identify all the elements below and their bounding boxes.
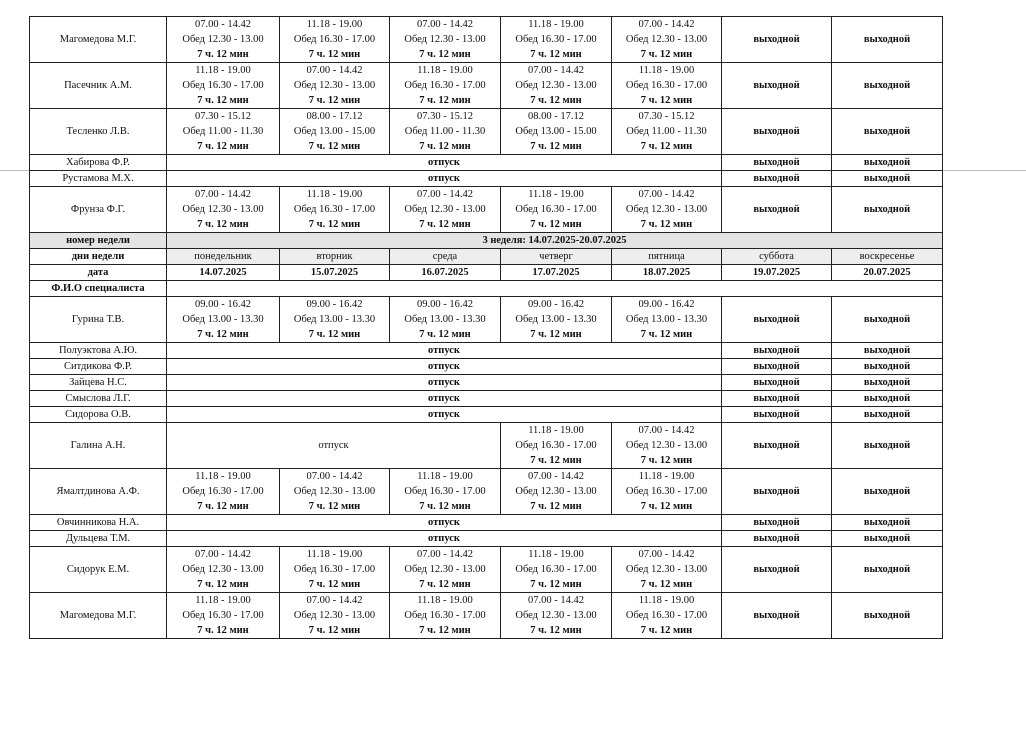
- shift-lunch: Обед 12.30 - 13.00: [515, 80, 597, 91]
- shift-total: 7 ч. 12 мин: [419, 625, 471, 636]
- shift-cell: [167, 469, 280, 515]
- day-off-saturday: выходной: [722, 547, 832, 593]
- fio-label: Ф.И.О специалиста: [30, 281, 167, 297]
- shift-time: 11.18 - 19.00: [195, 471, 251, 482]
- date-header: 16.07.2025: [390, 265, 501, 281]
- shift-lunch: Обед 16.30 - 17.00: [515, 564, 597, 575]
- shift-cell: [390, 297, 501, 343]
- day-off-sunday: выходной: [832, 375, 943, 391]
- employee-row: [30, 593, 943, 639]
- shift-cell: [390, 63, 501, 109]
- shift-time: 07.00 - 14.42: [417, 189, 473, 200]
- date-header: 18.07.2025: [612, 265, 722, 281]
- vacation-cell: отпуск: [167, 171, 722, 187]
- shift-cell: [501, 423, 612, 469]
- employee-name: Овчинникова Н.А.: [30, 515, 167, 531]
- shift-time: 07.00 - 14.42: [528, 595, 584, 606]
- employee-name: Хабирова Ф.Р.: [30, 155, 167, 171]
- shift-total: 7 ч. 12 мин: [419, 141, 471, 152]
- shift-cell: [280, 593, 390, 639]
- shift-total: 7 ч. 12 мин: [308, 625, 361, 636]
- day-off-sunday: выходной: [832, 531, 943, 547]
- day-off-saturday: выходной: [722, 531, 832, 547]
- shift-cell: [280, 187, 390, 233]
- employee-name: Галина А.Н.: [30, 423, 167, 469]
- day-header: воскресенье: [832, 249, 943, 265]
- shift-time: 11.18 - 19.00: [638, 65, 695, 76]
- day-off-saturday: выходной: [722, 171, 832, 187]
- shift-time: 09.00 - 16.42: [306, 299, 363, 310]
- shift-cell: [612, 423, 722, 469]
- days-label: дни недели: [30, 249, 167, 265]
- shift-cell: [167, 187, 280, 233]
- employee-name: Пасечник А.М.: [30, 63, 167, 109]
- day-header: вторник: [280, 249, 390, 265]
- day-off-sunday: выходной: [832, 17, 943, 63]
- employee-name: Магомедова М.Г.: [30, 17, 167, 63]
- shift-time: 11.18 - 19.00: [306, 189, 363, 200]
- shift-cell: [501, 593, 612, 639]
- shift-cell: [390, 17, 501, 63]
- shift-lunch: Обед 13.00 - 15.00: [515, 126, 597, 137]
- day-off-saturday: выходной: [722, 17, 832, 63]
- shift-cell: [390, 547, 501, 593]
- shift-time: 09.00 - 16.42: [417, 299, 473, 310]
- shift-total: 7 ч. 12 мин: [308, 579, 361, 590]
- shift-total: 7 ч. 12 мин: [197, 49, 249, 60]
- shift-lunch: Обед 11.00 - 11.30: [404, 126, 486, 137]
- days-row: [30, 249, 943, 265]
- shift-cell: [612, 297, 722, 343]
- day-off-sunday: выходной: [832, 63, 943, 109]
- employee-row: [30, 469, 943, 515]
- shift-time: 07.00 - 14.42: [417, 549, 473, 560]
- date-header: 15.07.2025: [280, 265, 390, 281]
- shift-time: 07.00 - 14.42: [417, 19, 473, 30]
- shift-cell: [280, 469, 390, 515]
- shift-time: 11.18 - 19.00: [306, 19, 363, 30]
- day-off-sunday: выходной: [832, 155, 943, 171]
- employee-row: [30, 343, 943, 359]
- vacation-cell: отпуск: [167, 375, 722, 391]
- day-off-saturday: выходной: [722, 593, 832, 639]
- shift-total: 7 ч. 12 мин: [640, 501, 693, 512]
- shift-total: 7 ч. 12 мин: [419, 219, 471, 230]
- employee-row: [30, 359, 943, 375]
- schedule-table: [29, 16, 943, 639]
- shift-total: 7 ч. 12 мин: [197, 219, 249, 230]
- shift-cell: [280, 63, 390, 109]
- shift-cell: [167, 109, 280, 155]
- day-header: понедельник: [167, 249, 280, 265]
- shift-cell: [280, 297, 390, 343]
- employee-row: [30, 171, 943, 187]
- shift-time: 07.00 - 14.42: [638, 425, 695, 436]
- shift-total: 7 ч. 12 мин: [197, 141, 249, 152]
- shift-time: 07.00 - 14.42: [306, 65, 363, 76]
- shift-time: 07.00 - 14.42: [638, 189, 695, 200]
- shift-time: 11.18 - 19.00: [638, 471, 695, 482]
- employee-name: Гурина Т.В.: [30, 297, 167, 343]
- shift-total: 7 ч. 12 мин: [197, 329, 249, 340]
- shift-lunch: Обед 13.00 - 13.30: [625, 314, 708, 325]
- bottom-section: [30, 297, 943, 639]
- shift-total: 7 ч. 12 мин: [640, 219, 693, 230]
- shift-total: 7 ч. 12 мин: [640, 455, 693, 466]
- shift-time: 07.00 - 14.42: [528, 471, 584, 482]
- day-off-saturday: выходной: [722, 407, 832, 423]
- shift-cell: [501, 17, 612, 63]
- shift-lunch: Обед 13.00 - 13.30: [515, 314, 597, 325]
- shift-cell: [501, 109, 612, 155]
- shift-lunch: Обед 16.30 - 17.00: [293, 564, 376, 575]
- shift-lunch: Обед 12.30 - 13.00: [625, 204, 708, 215]
- employee-row: [30, 423, 943, 469]
- shift-lunch: Обед 12.30 - 13.00: [404, 34, 486, 45]
- shift-cell: [280, 547, 390, 593]
- shift-lunch: Обед 13.00 - 13.30: [293, 314, 376, 325]
- employee-name: Дульцева Т.М.: [30, 531, 167, 547]
- day-off-saturday: выходной: [722, 469, 832, 515]
- shift-lunch: Обед 12.30 - 13.00: [625, 34, 708, 45]
- shift-lunch: Обед 16.30 - 17.00: [515, 440, 597, 451]
- shift-lunch: Обед 12.30 - 13.00: [293, 486, 376, 497]
- shift-lunch: Обед 12.30 - 13.00: [182, 34, 264, 45]
- employee-row: [30, 187, 943, 233]
- employee-row: [30, 297, 943, 343]
- employee-row: [30, 109, 943, 155]
- shift-lunch: Обед 12.30 - 13.00: [515, 486, 597, 497]
- shift-lunch: Обед 13.00 - 13.30: [182, 314, 264, 325]
- date-label: дата: [30, 265, 167, 281]
- vacation-cell: отпуск: [167, 155, 722, 171]
- vacation-cell: отпуск: [167, 359, 722, 375]
- shift-lunch: Обед 16.30 - 17.00: [625, 80, 708, 91]
- shift-lunch: Обед 12.30 - 13.00: [625, 564, 708, 575]
- shift-total: 7 ч. 12 мин: [197, 501, 249, 512]
- employee-row: [30, 375, 943, 391]
- shift-lunch: Обед 16.30 - 17.00: [625, 486, 708, 497]
- shift-lunch: Обед 12.30 - 13.00: [182, 564, 264, 575]
- day-off-saturday: выходной: [722, 63, 832, 109]
- shift-lunch: Обед 12.30 - 13.00: [404, 564, 486, 575]
- shift-time: 07.30 - 15.12: [638, 111, 695, 122]
- shift-cell: [612, 547, 722, 593]
- shift-lunch: Обед 12.30 - 13.00: [515, 610, 597, 621]
- day-header: четверг: [501, 249, 612, 265]
- shift-total: 7 ч. 12 мин: [530, 141, 582, 152]
- shift-cell: [501, 547, 612, 593]
- date-header: 19.07.2025: [722, 265, 832, 281]
- employee-name: Полуэктова А.Ю.: [30, 343, 167, 359]
- shift-lunch: Обед 16.30 - 17.00: [404, 80, 486, 91]
- day-header: среда: [390, 249, 501, 265]
- fio-spacer: [167, 281, 943, 297]
- shift-time: 11.18 - 19.00: [306, 549, 363, 560]
- shift-time: 07.00 - 14.42: [195, 549, 251, 560]
- vacation-cell: отпуск: [167, 343, 722, 359]
- vacation-cell: отпуск: [167, 515, 722, 531]
- shift-total: 7 ч. 12 мин: [530, 455, 582, 466]
- shift-time: 11.18 - 19.00: [528, 19, 584, 30]
- shift-total: 7 ч. 12 мин: [419, 501, 471, 512]
- shift-cell: [167, 593, 280, 639]
- shift-lunch: Обед 13.00 - 15.00: [293, 126, 376, 137]
- shift-time: 07.00 - 14.42: [638, 549, 695, 560]
- shift-time: 07.00 - 14.42: [306, 471, 363, 482]
- shift-time: 08.00 - 17.12: [306, 111, 363, 122]
- day-off-sunday: выходной: [832, 469, 943, 515]
- shift-time: 11.18 - 19.00: [638, 595, 695, 606]
- shift-lunch: Обед 16.30 - 17.00: [404, 610, 486, 621]
- shift-total: 7 ч. 12 мин: [640, 141, 693, 152]
- employee-row: [30, 155, 943, 171]
- shift-lunch: Обед 11.00 - 11.30: [626, 126, 707, 137]
- day-off-saturday: выходной: [722, 343, 832, 359]
- vacation-cell: отпуск: [167, 407, 722, 423]
- employee-name: Смыслова Л.Г.: [30, 391, 167, 407]
- shift-time: 07.00 - 14.42: [306, 595, 363, 606]
- employee-name: Магомедова М.Г.: [30, 593, 167, 639]
- shift-cell: [501, 297, 612, 343]
- shift-total: 7 ч. 12 мин: [640, 95, 693, 106]
- employee-name: Сидорук Е.М.: [30, 547, 167, 593]
- day-off-sunday: выходной: [832, 547, 943, 593]
- shift-total: 7 ч. 12 мин: [308, 501, 361, 512]
- employee-name: Рустамова М.Х.: [30, 171, 167, 187]
- shift-lunch: Обед 12.30 - 13.00: [625, 440, 708, 451]
- day-off-sunday: выходной: [832, 343, 943, 359]
- day-header: суббота: [722, 249, 832, 265]
- day-off-saturday: выходной: [722, 391, 832, 407]
- shift-total: 7 ч. 12 мин: [419, 329, 471, 340]
- employee-row: [30, 531, 943, 547]
- shift-lunch: Обед 16.30 - 17.00: [515, 34, 597, 45]
- day-off-saturday: выходной: [722, 423, 832, 469]
- shift-time: 11.18 - 19.00: [417, 65, 473, 76]
- vacation-cell: отпуск: [167, 391, 722, 407]
- shift-lunch: Обед 16.30 - 17.00: [182, 610, 264, 621]
- shift-cell: [501, 63, 612, 109]
- shift-time: 07.30 - 15.12: [195, 111, 251, 122]
- shift-total: 7 ч. 12 мин: [419, 579, 471, 590]
- shift-lunch: Обед 12.30 - 13.00: [182, 204, 264, 215]
- shift-cell: [612, 109, 722, 155]
- employee-name: Ситдикова Ф.Р.: [30, 359, 167, 375]
- shift-lunch: Обед 16.30 - 17.00: [515, 204, 597, 215]
- shift-total: 7 ч. 12 мин: [308, 49, 361, 60]
- shift-cell: [612, 63, 722, 109]
- shift-cell: [280, 17, 390, 63]
- day-off-sunday: выходной: [832, 407, 943, 423]
- day-off-sunday: выходной: [832, 171, 943, 187]
- shift-lunch: Обед 16.30 - 17.00: [625, 610, 708, 621]
- employee-row: [30, 17, 943, 63]
- day-off-sunday: выходной: [832, 515, 943, 531]
- day-off-sunday: выходной: [832, 423, 943, 469]
- shift-total: 7 ч. 12 мин: [530, 501, 582, 512]
- day-header: пятница: [612, 249, 722, 265]
- shift-total: 7 ч. 12 мин: [530, 329, 582, 340]
- shift-cell: [390, 469, 501, 515]
- shift-cell: [167, 547, 280, 593]
- day-off-saturday: выходной: [722, 515, 832, 531]
- shift-cell: [612, 593, 722, 639]
- shift-total: 7 ч. 12 мин: [640, 625, 693, 636]
- shift-total: 7 ч. 12 мин: [419, 49, 471, 60]
- shift-time: 11.18 - 19.00: [528, 549, 584, 560]
- day-off-saturday: выходной: [722, 297, 832, 343]
- employee-row: [30, 547, 943, 593]
- employee-row: [30, 407, 943, 423]
- shift-time: 11.18 - 19.00: [528, 425, 584, 436]
- employee-row: [30, 63, 943, 109]
- shift-lunch: Обед 16.30 - 17.00: [293, 34, 376, 45]
- shift-lunch: Обед 12.30 - 13.00: [293, 80, 376, 91]
- day-off-sunday: выходной: [832, 109, 943, 155]
- employee-name: Зайцева Н.С.: [30, 375, 167, 391]
- shift-total: 7 ч. 12 мин: [308, 329, 361, 340]
- vacation-cell: отпуск: [167, 423, 501, 469]
- date-header: 20.07.2025: [832, 265, 943, 281]
- shift-total: 7 ч. 12 мин: [530, 49, 582, 60]
- vacation-cell: отпуск: [167, 531, 722, 547]
- week-header: [30, 233, 943, 297]
- shift-cell: [280, 109, 390, 155]
- shift-time: 11.18 - 19.00: [528, 189, 584, 200]
- shift-cell: [501, 469, 612, 515]
- date-header: 14.07.2025: [167, 265, 280, 281]
- day-off-sunday: выходной: [832, 593, 943, 639]
- day-off-sunday: выходной: [832, 391, 943, 407]
- day-off-saturday: выходной: [722, 359, 832, 375]
- employee-name: Ямалтдинова А.Ф.: [30, 469, 167, 515]
- shift-time: 09.00 - 16.42: [195, 299, 251, 310]
- shift-time: 08.00 - 17.12: [528, 111, 584, 122]
- shift-time: 11.18 - 19.00: [195, 65, 251, 76]
- shift-time: 11.18 - 19.00: [417, 471, 473, 482]
- shift-cell: [612, 187, 722, 233]
- shift-time: 07.00 - 14.42: [528, 65, 584, 76]
- dates-row: [30, 265, 943, 281]
- shift-cell: [167, 63, 280, 109]
- day-off-sunday: выходной: [832, 297, 943, 343]
- shift-time: 09.00 - 16.42: [528, 299, 584, 310]
- shift-total: 7 ч. 12 мин: [308, 95, 361, 106]
- shift-total: 7 ч. 12 мин: [530, 625, 582, 636]
- shift-total: 7 ч. 12 мин: [197, 95, 249, 106]
- shift-time: 07.00 - 14.42: [195, 189, 251, 200]
- shift-lunch: Обед 12.30 - 13.00: [293, 610, 376, 621]
- shift-cell: [612, 469, 722, 515]
- shift-time: 09.00 - 16.42: [638, 299, 695, 310]
- shift-cell: [390, 187, 501, 233]
- day-off-saturday: выходной: [722, 375, 832, 391]
- day-off-saturday: выходной: [722, 155, 832, 171]
- shift-total: 7 ч. 12 мин: [530, 219, 582, 230]
- employee-name: Фрунза Ф.Г.: [30, 187, 167, 233]
- top-section: [30, 17, 943, 233]
- shift-total: 7 ч. 12 мин: [197, 579, 249, 590]
- shift-total: 7 ч. 12 мин: [530, 95, 582, 106]
- employee-row: [30, 391, 943, 407]
- shift-lunch: Обед 12.30 - 13.00: [404, 204, 486, 215]
- shift-time: 11.18 - 19.00: [195, 595, 251, 606]
- shift-total: 7 ч. 12 мин: [640, 579, 693, 590]
- shift-cell: [390, 593, 501, 639]
- shift-cell: [612, 17, 722, 63]
- shift-cell: [167, 17, 280, 63]
- shift-total: 7 ч. 12 мин: [640, 329, 693, 340]
- shift-cell: [501, 187, 612, 233]
- shift-cell: [167, 297, 280, 343]
- employee-row: [30, 515, 943, 531]
- shift-total: 7 ч. 12 мин: [530, 579, 582, 590]
- day-off-sunday: выходной: [832, 359, 943, 375]
- day-off-saturday: выходной: [722, 109, 832, 155]
- shift-lunch: Обед 16.30 - 17.00: [182, 80, 264, 91]
- shift-total: 7 ч. 12 мин: [640, 49, 693, 60]
- shift-time: 07.00 - 14.42: [638, 19, 695, 30]
- week-label: номер недели: [30, 233, 167, 249]
- shift-total: 7 ч. 12 мин: [419, 95, 471, 106]
- day-off-saturday: выходной: [722, 187, 832, 233]
- date-header: 17.07.2025: [501, 265, 612, 281]
- shift-time: 07.30 - 15.12: [417, 111, 473, 122]
- shift-lunch: Обед 11.00 - 11.30: [182, 126, 264, 137]
- shift-total: 7 ч. 12 мин: [308, 141, 361, 152]
- day-off-sunday: выходной: [832, 187, 943, 233]
- employee-name: Тесленко Л.В.: [30, 109, 167, 155]
- shift-cell: [390, 109, 501, 155]
- shift-total: 7 ч. 12 мин: [308, 219, 361, 230]
- employee-name: Сидорова О.В.: [30, 407, 167, 423]
- shift-lunch: Обед 13.00 - 13.30: [404, 314, 486, 325]
- shift-lunch: Обед 16.30 - 17.00: [293, 204, 376, 215]
- shift-time: 07.00 - 14.42: [195, 19, 251, 30]
- week-value: 3 неделя: 14.07.2025-20.07.2025: [167, 233, 943, 249]
- shift-time: 11.18 - 19.00: [417, 595, 473, 606]
- shift-lunch: Обед 16.30 - 17.00: [182, 486, 264, 497]
- shift-total: 7 ч. 12 мин: [197, 625, 249, 636]
- shift-lunch: Обед 16.30 - 17.00: [404, 486, 486, 497]
